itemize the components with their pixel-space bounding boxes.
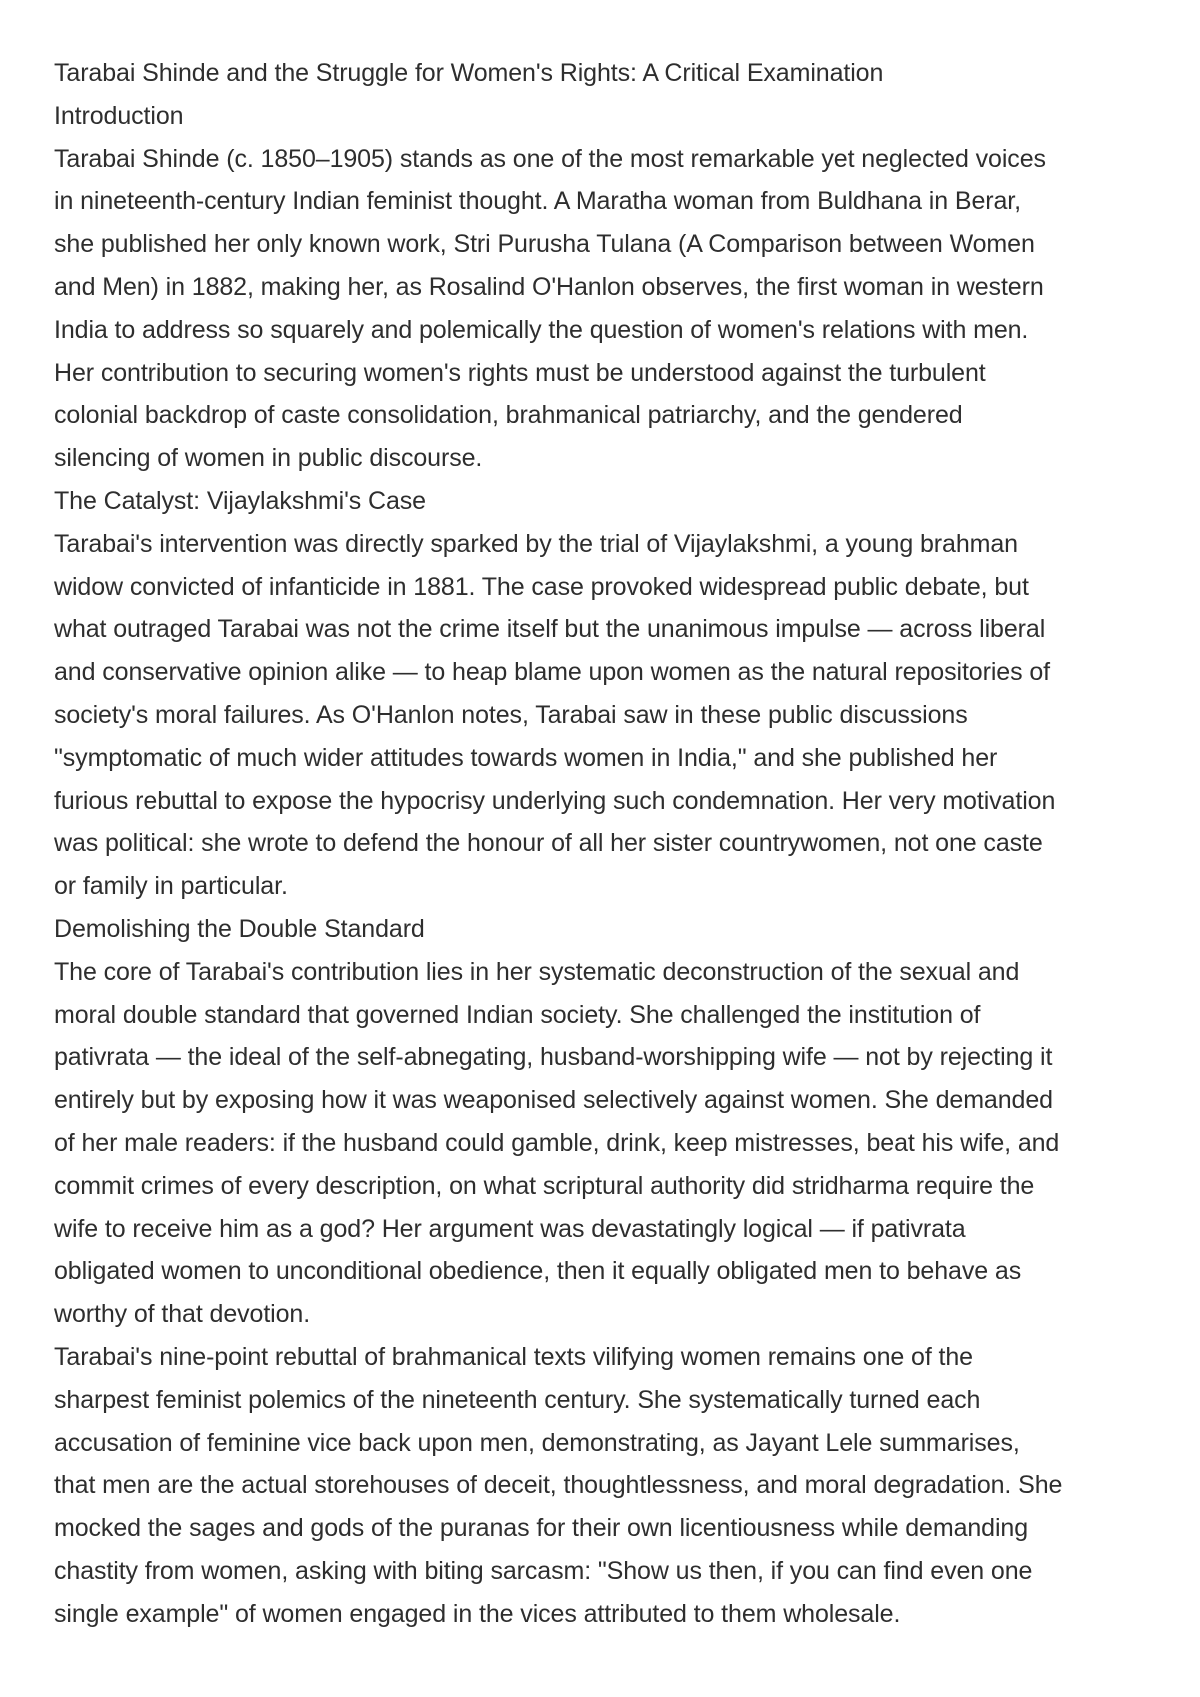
text-line: pativrata — the ideal of the self-abnegating, husband-worshipping wife — not by rejecting it [54,1043,1053,1072]
text-line: what outraged Tarabai was not the crime itself but the unanimous impulse — across liberal [54,615,1046,644]
section-heading: The Catalyst: Vijaylakshmi's Case [54,486,426,515]
text-line: worthy of that devotion. [54,1300,311,1329]
text-line: Her contribution to securing women's rights must be understood against the turbulent [54,358,986,387]
text-line: that men are the actual storehouses of deceit, thoughtlessness, and moral degradation. She [54,1471,1063,1500]
text-line: moral double standard that governed Indian society. She challenged the institution of [54,1000,981,1029]
text-line: The core of Tarabai's contribution lies in her systematic deconstruction of the sexual and [54,957,1020,986]
text-line: entirely but by exposing how it was weaponised selectively against women. She demanded [54,1086,1053,1115]
text-line: silencing of women in public discourse. [54,444,483,473]
text-line: wife to receive him as a god? Her argument was devastatingly logical — if pativrata [54,1214,966,1243]
document-title: Tarabai Shinde and the Struggle for Women's Rights: A Critical Examination [54,59,884,87]
text-line: Tarabai's nine-point rebuttal of brahmanical texts vilifying women remains one of the [54,1342,973,1371]
text-line: commit crimes of every description, on what scriptural authority did stridharma require the [54,1171,1035,1200]
text-line: society's moral failures. As O'Hanlon notes, Tarabai saw in these public discussions [54,700,968,729]
text-line: accusation of feminine vice back upon men, demonstrating, as Jayant Lele summarises, [54,1428,1020,1457]
text-line: and conservative opinion alike — to heap blame upon women as the natural repositories of [54,658,1050,687]
text-line: obligated women to unconditional obedience, then it equally obligated men to behave as [54,1257,1022,1286]
text-line: mocked the sages and gods of the puranas for their own licentiousness while demanding [54,1514,1029,1543]
text-line: widow convicted of infanticide in 1881. The case provoked widespread public debate, but [54,572,1029,601]
paragraph [54,523,1154,908]
text-line: Tarabai Shinde (c. 1850–1905) stands as one of the most remarkable yet neglected voices [54,144,1046,173]
section-heading: Demolishing the Double Standard [54,914,425,943]
text-line: single example" of women engaged in the vices attributed to them wholesale. [54,1599,901,1628]
text-line: and Men) in 1882, making her, as Rosalind O'Hanlon observes, the first woman in western [54,272,1044,301]
text-line: of her male readers: if the husband could gamble, drink, keep mistresses, beat his wife, and [54,1128,1060,1157]
paragraph [54,951,1154,1336]
text-line: was political: she wrote to defend the honour of all her sister countrywomen, not one caste [54,829,1043,858]
text-line: in nineteenth-century Indian feminist thought. A Maratha woman from Buldhana in Berar, [54,187,1021,216]
text-line: Tarabai's intervention was directly sparked by the trial of Vijaylakshmi, a young brahman [54,529,1018,558]
document-page [54,52,1154,1635]
text-line: sharpest feminist polemics of the nineteenth century. She systematically turned each [54,1385,981,1414]
text-line: chastity from women, asking with biting sarcasm: "Show us then, if you can find even one [54,1556,1033,1585]
text-line: colonial backdrop of caste consolidation, brahmanical patriarchy, and the gendered [54,401,963,430]
text-line: "symptomatic of much wider attitudes towards women in India," and she published her [54,743,998,772]
text-line: furious rebuttal to expose the hypocrisy underlying such condemnation. Her very motivation [54,786,1056,815]
text-line: India to address so squarely and polemically the question of women's relations with men. [54,315,1029,344]
text-line: she published her only known work, Stri Purusha Tulana (A Comparison between Women [54,230,1035,259]
text-line: or family in particular. [54,872,288,901]
section-heading: Introduction [54,101,184,130]
paragraph [54,1336,1154,1636]
paragraph [54,138,1154,480]
